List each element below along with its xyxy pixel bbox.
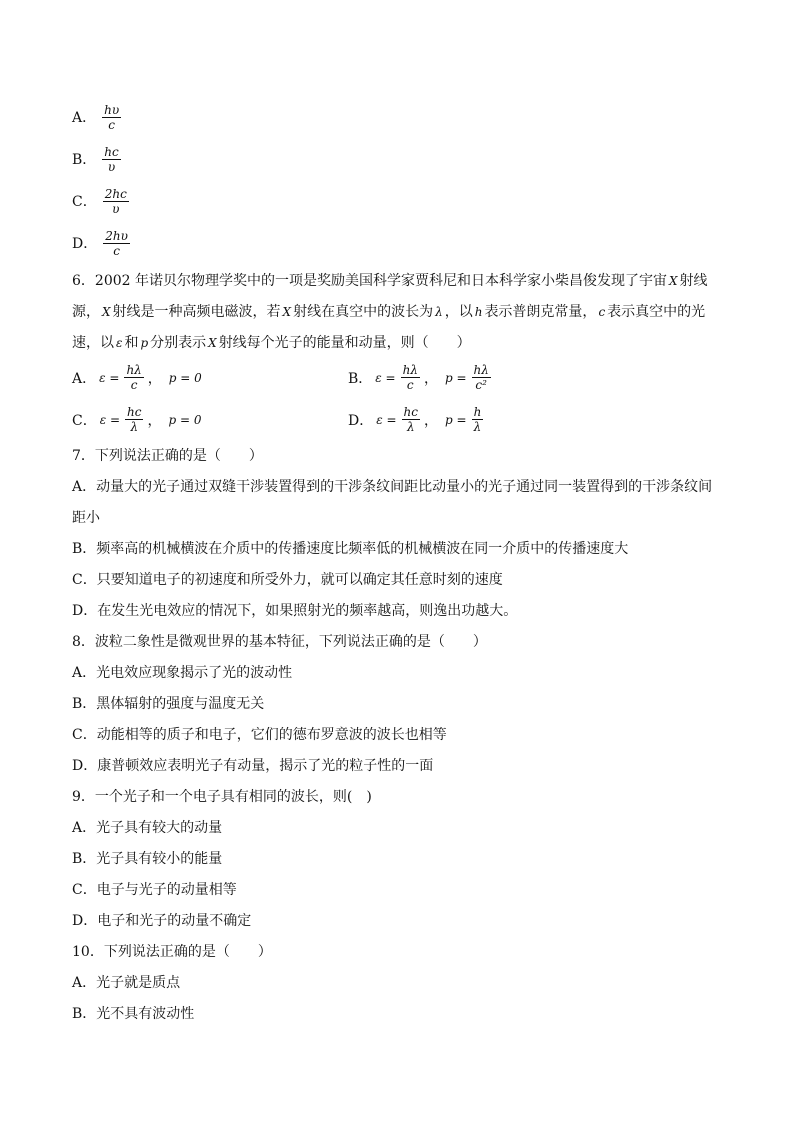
q7-option-b: B．频率高的机械横波在介质中的传播速度比频率低的机械横波在同一介质中的传播速度大	[72, 541, 629, 557]
q6-option-a	[72, 364, 205, 391]
denominator: c	[113, 244, 120, 258]
denominator: λ	[406, 420, 415, 434]
text: 射线在真空中的波长为	[293, 304, 434, 320]
numerator: hc	[403, 405, 418, 419]
equation-lhs: ε =	[376, 412, 397, 427]
var-lambda: λ	[435, 305, 443, 319]
equation-p: p =	[445, 412, 467, 427]
numerator: 2hυ	[105, 229, 128, 243]
option-label: D．	[72, 235, 98, 252]
separator: ，	[147, 412, 162, 429]
q5-option-b	[72, 146, 121, 173]
numerator: hλ	[473, 363, 489, 377]
var-c: c	[598, 305, 606, 319]
text: 和	[124, 335, 139, 351]
separator: ，	[423, 370, 438, 387]
q10-option-a: A．光子就是质点	[72, 975, 181, 991]
separator: ，	[424, 412, 438, 429]
q7-option-c: C．只要知道电子的初速度和所受外力，就可以确定其任意时刻的速度	[72, 572, 503, 588]
numerator: h	[473, 405, 482, 419]
q9-option-d: D．电子和光子的动量不确定	[72, 913, 252, 929]
q6-option-d	[348, 406, 483, 433]
numerator: hc	[104, 145, 119, 159]
numerator: hλ	[126, 363, 142, 377]
fraction	[124, 364, 143, 391]
q10-stem: 10．下列说法正确的是（ ）	[72, 944, 272, 960]
denominator: c	[108, 118, 115, 132]
var-epsilon: ε	[116, 336, 123, 350]
equation-p: p =	[444, 370, 467, 385]
text: 6．2002 年诺贝尔物理学奖中的一项是奖励美国科学家贾科尼和日本科学家小柴昌俊发现了宇宙	[72, 273, 667, 289]
fraction	[103, 188, 129, 215]
denominator: υ	[107, 160, 116, 174]
fraction	[402, 406, 420, 433]
q9-option-b: B．光子具有较小的能量	[72, 851, 223, 867]
numerator: hλ	[402, 363, 418, 377]
option-label: C．	[72, 412, 97, 429]
fraction	[472, 406, 484, 433]
text: 射线是一种高频电磁波，若	[112, 304, 281, 320]
var-p: p	[140, 336, 149, 350]
q7-stem: 7．下列说法正确的是（ ）	[72, 448, 263, 464]
denominator: c	[406, 378, 414, 392]
denominator: λ	[130, 420, 139, 434]
q9-stem: 9．一个光子和一个电子具有相同的波长，则( )	[72, 789, 372, 805]
option-label: B．	[348, 370, 373, 387]
q6-stem-line2	[72, 302, 705, 322]
q8-option-d: D．康普顿效应表明光子有动量，揭示了光的粒子性的一面	[72, 758, 434, 774]
q5-option-c	[72, 188, 129, 215]
denominator: υ	[112, 202, 120, 216]
q6-option-b	[348, 364, 491, 391]
q6-option-c	[72, 406, 204, 433]
var-x: X	[668, 274, 678, 288]
fraction	[102, 146, 120, 173]
q9-option-c: C．电子与光子的动量相等	[72, 882, 237, 898]
option-label: D．	[348, 412, 374, 429]
q5-option-a	[72, 104, 121, 131]
fraction	[472, 364, 491, 391]
equation-lhs: ε =	[99, 412, 121, 427]
equation-p: p = 0	[168, 412, 202, 427]
option-label: A．	[72, 370, 97, 387]
q7-option-d: D．在发生光电效应的情况下，如果照射光的频率越高，则逸出功越大。	[72, 603, 518, 619]
var-x: X	[282, 305, 292, 319]
equation-lhs: ε =	[375, 370, 396, 385]
denominator: λ	[473, 420, 482, 434]
denominator: c	[130, 378, 138, 392]
text: 射线每个光子的能量和动量，则（ ）	[218, 335, 471, 351]
q5-option-d	[72, 230, 130, 257]
q9-option-a: A．光子具有较大的动量	[72, 820, 223, 836]
q7-option-a-line2: 距小	[72, 510, 100, 526]
text: 表示普朗克常量，	[484, 304, 597, 320]
text: 速，以	[72, 335, 114, 351]
var-h: h	[474, 305, 483, 319]
text: 射线	[679, 273, 708, 289]
text: 源，	[72, 304, 100, 320]
fraction	[103, 230, 130, 257]
q8-stem: 8．波粒二象性是微观世界的基本特征，下列说法正确的是（ ）	[72, 634, 487, 650]
text: 分别表示	[150, 335, 207, 351]
denominator: c²	[475, 378, 487, 392]
equation-p: p = 0	[168, 370, 202, 385]
equation-lhs: ε =	[99, 370, 120, 385]
text: 表示真空中的光	[607, 304, 706, 320]
numerator: hc	[127, 405, 142, 419]
numerator: hυ	[104, 103, 120, 117]
numerator: 2hc	[104, 187, 127, 201]
separator: ，	[147, 370, 162, 387]
fraction	[125, 406, 143, 433]
q8-option-a: A．光电效应现象揭示了光的波动性	[72, 665, 293, 681]
text: ，以	[444, 304, 473, 320]
var-x: X	[208, 336, 217, 350]
option-label: B．	[72, 151, 97, 168]
q10-option-b: B．光不具有波动性	[72, 1006, 195, 1022]
q7-option-a-line1: A．动量大的光子通过双缝干涉装置得到的干涉条纹间距比动量小的光子通过同一装置得到的干涉条纹间	[72, 479, 713, 495]
fraction	[401, 364, 420, 391]
option-label: A．	[72, 109, 97, 126]
q6-stem-line3	[72, 333, 471, 353]
q8-option-c: C．动能相等的质子和电子，它们的德布罗意波的波长也相等	[72, 727, 447, 743]
q6-stem-line1	[72, 271, 708, 291]
fraction	[102, 104, 121, 131]
option-label: C．	[72, 193, 97, 210]
var-x: X	[102, 305, 111, 319]
q8-option-b: B．黑体辐射的强度与温度无关	[72, 696, 265, 712]
